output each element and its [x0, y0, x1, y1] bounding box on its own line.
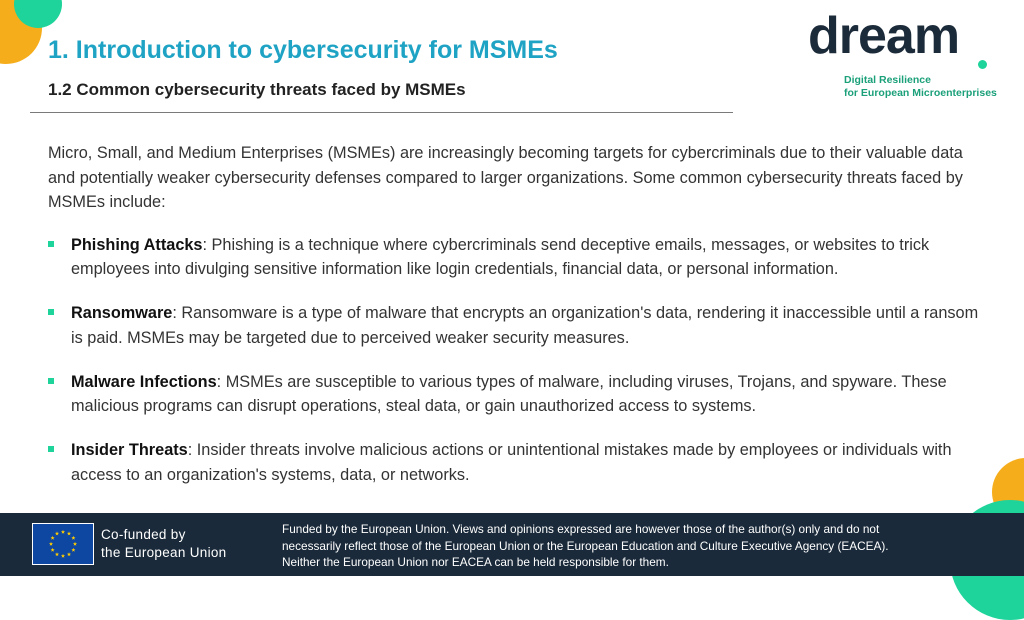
- threat-description: : MSMEs are susceptible to various types of malware, including viruses, Trojans, and spyware. These malicious programs can disrupt operations, steal data, or gain unauthorized access to systems.: [71, 372, 947, 415]
- eu-star-icon: [49, 542, 53, 546]
- eu-stars-icon: [33, 524, 93, 564]
- eu-star-icon: [61, 530, 65, 534]
- eu-star-icon: [71, 536, 75, 540]
- list-item: [48, 233, 983, 282]
- footer-bar: [0, 513, 1024, 576]
- eu-star-icon: [55, 552, 59, 556]
- threat-term: Phishing Attacks: [71, 235, 203, 254]
- list-item: [48, 438, 983, 487]
- eu-flag-icon: [32, 523, 94, 565]
- logo-wordmark: dream: [808, 7, 960, 65]
- cofunded-label: [101, 526, 227, 562]
- cofunded-line: the European Union: [101, 545, 227, 560]
- eu-star-icon: [61, 554, 65, 558]
- disclaimer-line: necessarily reflect those of the European Union or the European Education and Culture Executive Agency (EACEA).: [282, 538, 889, 553]
- logo-tagline-line: for European Microenterprises: [844, 87, 997, 99]
- intro-paragraph: Micro, Small, and Medium Enterprises (MSMEs) are increasingly becoming targets for cybercriminals due to their valuable data and potentially weaker cybersecurity defenses compared to larger organizations. Some common cybersecurity threats faced by MSMEs include:: [48, 144, 963, 211]
- eu-star-icon: [55, 531, 59, 535]
- list-item: [48, 370, 983, 419]
- eu-star-icon: [67, 552, 71, 556]
- logo-dot-icon: [978, 60, 987, 69]
- funding-disclaimer: [282, 521, 942, 571]
- cofunded-line: Co-funded by: [101, 527, 186, 542]
- page-title: 1. Introduction to cybersecurity for MSMEs: [48, 36, 558, 64]
- eu-star-icon: [71, 548, 75, 552]
- main-content: [48, 141, 983, 507]
- threat-term: Malware Infections: [71, 372, 217, 391]
- eu-star-icon: [51, 536, 55, 540]
- list-item: [48, 301, 983, 350]
- square-bullet-icon: [48, 309, 54, 315]
- eu-star-icon: [73, 542, 77, 546]
- logo-tagline: [844, 74, 997, 100]
- threat-term: Ransomware: [71, 304, 173, 322]
- dream-logo: [808, 7, 997, 100]
- square-bullet-icon: [48, 241, 54, 247]
- disclaimer-line: Funded by the European Union. Views and opinions expressed are however those of the author(s) only and do not: [282, 522, 880, 536]
- threat-term: Insider Threats: [71, 441, 188, 459]
- square-bullet-icon: [48, 446, 54, 452]
- threat-list: [48, 233, 983, 488]
- disclaimer-line: Neither the European Union nor EACEA can be held responsible for them.: [282, 555, 669, 569]
- eu-star-icon: [51, 548, 55, 552]
- threat-description: : Ransomware is a type of malware that encrypts an organization's data, rendering it inaccessible until a ransom is paid. MSMEs may be targeted due to perceived weaker security measures.: [71, 304, 979, 347]
- title-divider: [30, 112, 733, 113]
- threat-description: : Insider threats involve malicious actions or unintentional mistakes made by employees or individuals with access to an organization's systems, data, or networks.: [71, 441, 952, 484]
- section-subtitle: 1.2 Common cybersecurity threats faced by MSMEs: [48, 80, 466, 99]
- logo-tagline-line: Digital Resilience: [844, 74, 931, 86]
- square-bullet-icon: [48, 378, 54, 384]
- eu-star-icon: [67, 531, 71, 535]
- threat-description: : Phishing is a technique where cybercriminals send deceptive emails, messages, or websites to trick employees into divulging sensitive information like login credentials, financial data, or personal information.: [71, 235, 930, 278]
